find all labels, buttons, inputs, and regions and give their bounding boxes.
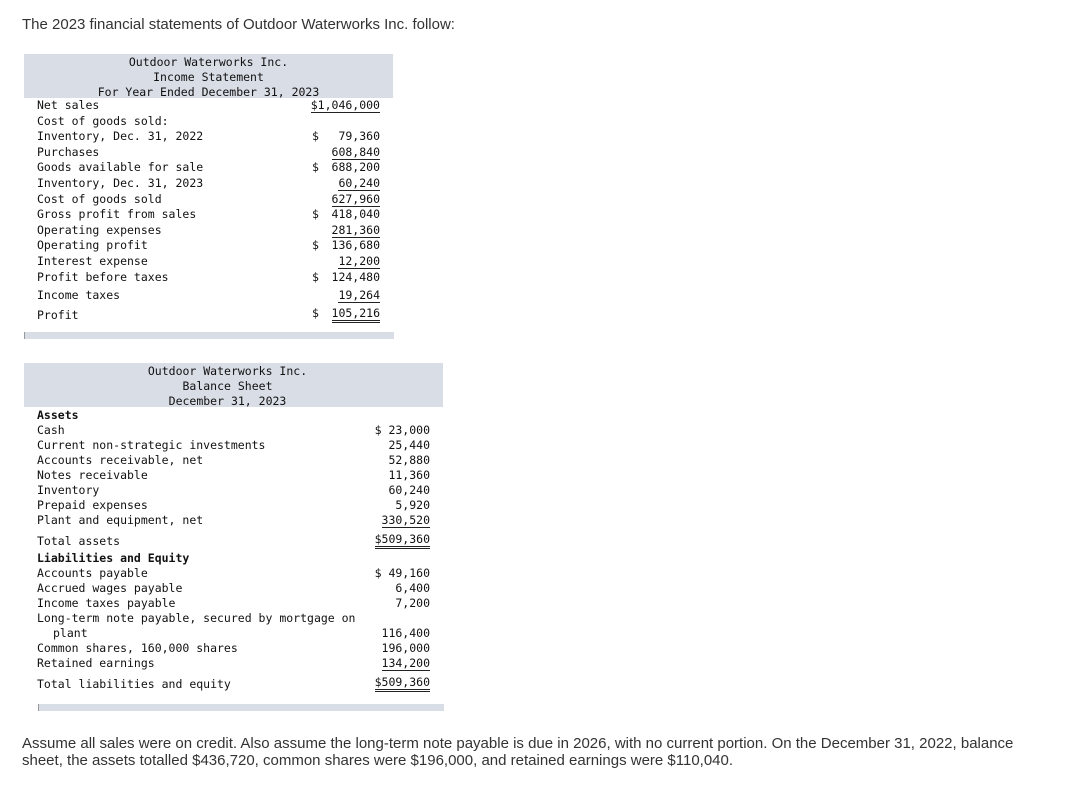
bs-row-label: Total liabilities and equity bbox=[37, 677, 231, 691]
is-row-label: Profit before taxes bbox=[37, 269, 169, 284]
outro-text: Assume all sales were on credit. Also assume the long-term note payable is due in 2026, with no current portion. On the December 31, 2022, balance sheet, the assets totalled $436,720, common shares were $196,000, and retained earnings were $110,040. bbox=[22, 735, 1014, 769]
is-row-value: 418,040 bbox=[331, 207, 380, 222]
intro-text: The 2023 financial statements of Outdoor Waterworks Inc. follow: bbox=[22, 16, 455, 33]
is-row-label: Interest expense bbox=[37, 253, 148, 268]
is-row bbox=[24, 285, 393, 303]
is-row-label: Inventory, Dec. 31, 2022 bbox=[37, 129, 204, 144]
bs-row-label: Retained earnings bbox=[37, 656, 155, 670]
income-statement-header bbox=[24, 54, 393, 98]
bs-row bbox=[24, 453, 443, 468]
is-row-label: Profit bbox=[37, 308, 79, 323]
is-row-value: 608,840 bbox=[331, 144, 380, 159]
bs-row bbox=[24, 483, 443, 498]
is-row-currency: $ bbox=[312, 269, 319, 284]
is-row-value: 79,360 bbox=[338, 129, 380, 144]
bs-row-value: $509,360 bbox=[375, 675, 430, 692]
bs-row-label: Inventory bbox=[37, 483, 100, 497]
bs-row-value: 25,440 bbox=[388, 438, 430, 452]
is-row bbox=[24, 160, 393, 176]
is-row-label: Cost of goods sold: bbox=[37, 113, 169, 128]
is-row-label: Cost of goods sold bbox=[37, 191, 162, 206]
is-row-currency: $ bbox=[312, 129, 319, 144]
bs-row bbox=[24, 498, 443, 513]
is-row bbox=[24, 114, 393, 130]
bs-row-value: 7,200 bbox=[395, 596, 430, 610]
is-row bbox=[24, 129, 393, 145]
bs-row bbox=[24, 641, 443, 656]
bs-section-label: Liabilities and Equity bbox=[37, 551, 190, 565]
is-row-value: 136,680 bbox=[331, 238, 380, 253]
bs-row-label: Long-term note payable, secured by mortgage on bbox=[37, 611, 356, 625]
is-period: For Year Ended December 31, 2023 bbox=[97, 85, 320, 99]
bs-row bbox=[24, 408, 443, 423]
is-row-label: Purchases bbox=[37, 144, 100, 159]
bs-row-label: plant bbox=[53, 626, 88, 640]
bs-row-value: 134,200 bbox=[381, 656, 430, 670]
bs-row-label: Common shares, 160,000 shares bbox=[37, 641, 238, 655]
bs-row-value: $ 23,000 bbox=[374, 423, 430, 437]
is-row bbox=[24, 98, 393, 114]
bs-row-label: Accrued wages payable bbox=[37, 581, 183, 595]
bs-row-value: 60,240 bbox=[388, 483, 430, 497]
bs-row bbox=[24, 551, 443, 566]
is-row bbox=[24, 223, 393, 239]
bs-row-label: Income taxes payable bbox=[37, 596, 176, 610]
bs-company-name: Outdoor Waterworks Inc. bbox=[147, 364, 308, 378]
bs-row-label: Plant and equipment, net bbox=[37, 513, 204, 527]
balance-sheet-footer-bar bbox=[38, 704, 444, 711]
is-row bbox=[24, 254, 393, 270]
bs-row-value: 11,360 bbox=[388, 468, 430, 482]
is-row bbox=[24, 192, 393, 208]
balance-sheet-table bbox=[24, 408, 443, 694]
bs-row-label: Prepaid expenses bbox=[37, 498, 148, 512]
bs-row bbox=[24, 529, 443, 551]
is-row bbox=[24, 145, 393, 161]
is-row-label: Operating expenses bbox=[37, 222, 162, 237]
bs-row-label: Cash bbox=[37, 423, 65, 437]
bs-row bbox=[24, 423, 443, 438]
is-row-value: 12,200 bbox=[338, 253, 380, 268]
bs-row bbox=[24, 611, 443, 626]
is-row-label: Operating profit bbox=[37, 238, 148, 253]
is-row-label: Gross profit from sales bbox=[37, 207, 197, 222]
bs-row bbox=[24, 566, 443, 581]
is-row-value: 281,360 bbox=[331, 222, 380, 237]
is-row-currency: $ bbox=[312, 207, 319, 222]
is-title: Income Statement bbox=[153, 70, 264, 84]
bs-row-value: $ 49,160 bbox=[374, 566, 430, 580]
bs-row bbox=[24, 626, 443, 641]
bs-title: Balance Sheet bbox=[182, 379, 273, 393]
is-row-currency: $ bbox=[312, 306, 319, 321]
bs-row-value: 5,920 bbox=[395, 498, 430, 512]
is-row bbox=[24, 238, 393, 254]
is-row-value: 19,264 bbox=[338, 288, 380, 303]
bs-row-label: Accounts receivable, net bbox=[37, 453, 204, 467]
bs-row bbox=[24, 513, 443, 529]
bs-row bbox=[24, 672, 443, 694]
bs-row-label: Accounts payable bbox=[37, 566, 148, 580]
bs-row-value: 330,520 bbox=[381, 513, 430, 527]
bs-row-label: Total assets bbox=[37, 534, 121, 548]
is-row-label: Net sales bbox=[37, 98, 100, 112]
is-row-value: 688,200 bbox=[331, 160, 380, 175]
bs-row bbox=[24, 438, 443, 453]
bs-row-label: Current non-strategic investments bbox=[37, 438, 266, 452]
bs-row bbox=[24, 581, 443, 596]
bs-section-label: Assets bbox=[37, 408, 79, 422]
bs-row-value: 6,400 bbox=[395, 581, 430, 595]
bs-row-value: 116,400 bbox=[381, 626, 430, 640]
bs-row-label: Notes receivable bbox=[37, 468, 148, 482]
is-row-value: 124,480 bbox=[331, 269, 380, 284]
is-row-value: 60,240 bbox=[338, 175, 380, 190]
bs-row bbox=[24, 596, 443, 611]
bs-row-value: $509,360 bbox=[375, 532, 430, 549]
is-row bbox=[24, 207, 393, 223]
is-company-name: Outdoor Waterworks Inc. bbox=[128, 55, 289, 69]
is-row-currency: $ bbox=[312, 238, 319, 253]
is-row-label: Inventory, Dec. 31, 2023 bbox=[37, 175, 204, 190]
is-row-currency: $ bbox=[312, 160, 319, 175]
is-row-value: 627,960 bbox=[331, 191, 380, 206]
balance-sheet-header bbox=[24, 363, 443, 407]
bs-date: December 31, 2023 bbox=[168, 394, 287, 408]
is-row-label: Income taxes bbox=[37, 288, 121, 303]
bs-row bbox=[24, 656, 443, 672]
is-row-label: Goods available for sale bbox=[37, 160, 204, 175]
is-row-value: $1,046,000 bbox=[310, 98, 380, 112]
is-row-value: 105,216 bbox=[332, 306, 380, 323]
bs-row-value: 52,880 bbox=[388, 453, 430, 467]
bs-row bbox=[24, 468, 443, 483]
is-row bbox=[24, 270, 393, 286]
income-statement-table bbox=[24, 98, 393, 323]
is-row bbox=[24, 176, 393, 192]
income-statement-footer-bar bbox=[24, 332, 394, 339]
is-row bbox=[24, 303, 393, 323]
bs-row-value: 196,000 bbox=[381, 641, 430, 655]
